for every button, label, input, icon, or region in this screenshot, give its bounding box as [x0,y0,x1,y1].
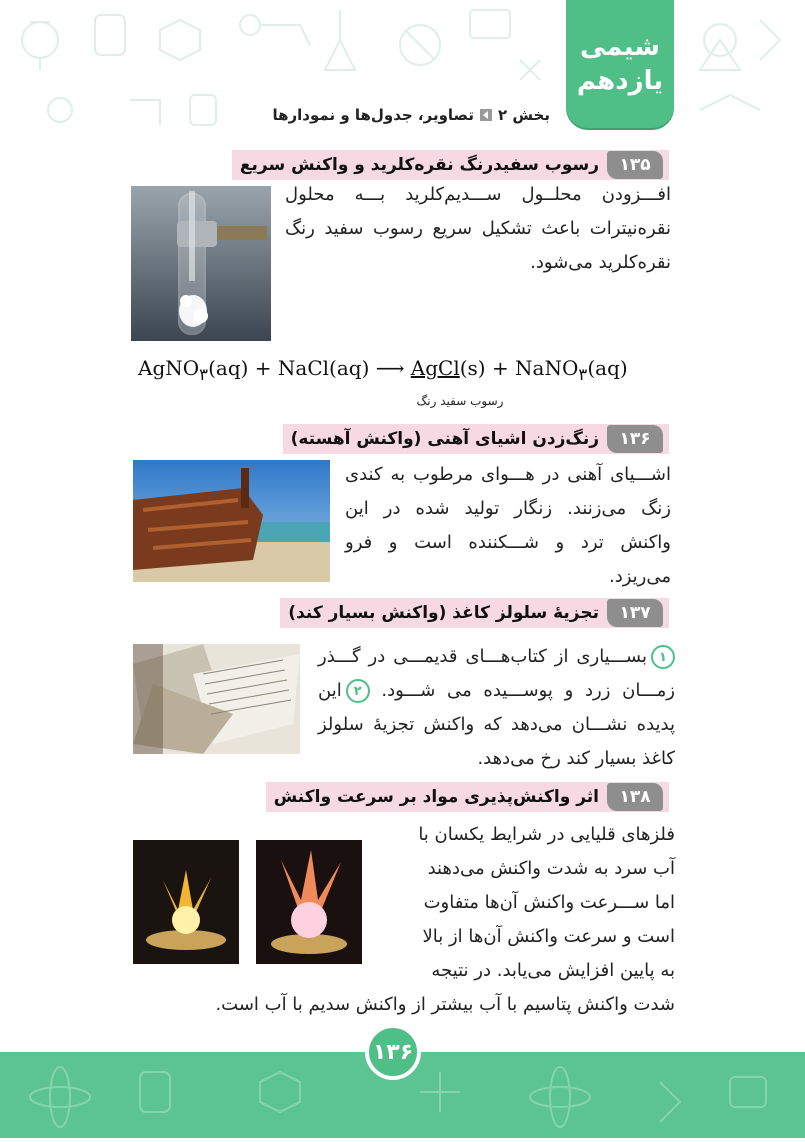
text-line-4: است و سرعت واکنش آن‌ها از بالا [422,926,675,947]
section-title: اثر واکنش‌پذیری مواد بر سرعت واکنش [273,787,599,807]
section-title: زنگ‌زدن اشیای آهنی (واکنش آهسته) [290,429,599,449]
potassium-reaction-photo [256,840,362,964]
eq-subscript: ۳ [199,365,209,384]
eq-arrow: ⟶ [375,356,405,380]
section-text-136: اشـــیای آهنی در هـــوای مرطوب به کندی زنگ می‌زنند. زنگار تولید شده در این واکنش ترد و شـــکننده است و فرو می‌ریزد. [345,464,671,587]
precipitate-note: رسوب سفید رنگ [416,394,504,408]
chapter-header [250,102,550,128]
circle-number-2-icon: ۲ [346,679,370,703]
badge-grade: یازدهم [576,66,664,96]
eq-part-2: (s) + NaNO [459,356,579,380]
old-books-photo [133,644,300,754]
chemical-equation [138,356,668,386]
text-line-5: به پایین افزایش می‌یابد. در نتیجه [431,960,675,981]
section-title: تجزیهٔ سلولز کاغذ (واکنش بسیار کند) [288,603,599,623]
section-number: ۱۳۷ [607,599,663,627]
text-line-1: فلزهای قلیایی در شرایط یکسان با [418,824,675,845]
section-text-135: افـــزودن محلــول ســـدیم‌کلرید بـــه محلول نقره‌نیترات باعث تشکیل سریع رسوب سفید رنگ نقره‌کلرید می‌شود. [285,184,671,273]
page-number: ۱۳۶ [365,1024,421,1080]
section-heading-137 [280,598,669,628]
text-line-3: اما ســـرعت واکنش آن‌ها متفاوت [423,892,675,913]
section-heading-135 [232,150,669,180]
section-text-137 [318,640,675,776]
triangle-left-icon [480,109,492,121]
chapter-section-label: بخش ۲ [497,106,550,124]
eq-precipitate: AgCl [410,356,460,380]
circle-number-1-icon: ۱ [651,645,675,669]
subject-badge [566,0,674,128]
text-line-2: آب سرد به شدت واکنش می‌دهند [427,858,675,879]
section-text-138-last: شدت واکنش پتاسیم با آب بیشتر از واکنش سدیم با آب است. [215,994,675,1015]
section-text-138 [372,818,675,988]
chapter-title: تصاویر، جدول‌ها و نمودارها [272,106,474,124]
list-item-1: بســـیاری از کتاب‌هـــای قدیمـــی در گـــذر زمـــان زرد و پوســـیده می شـــود. [318,646,675,701]
badge-subject: شیمی [580,32,660,62]
rusty-shipwreck-photo [133,460,330,582]
section-heading-136 [283,424,669,454]
section-number: ۱۳۵ [607,151,663,179]
sodium-reaction-photo [133,840,239,964]
eq-subscript-2: ۳ [578,365,588,384]
list-item-2: این پدیده نشـــان می‌دهد که واکنش تجزیهٔ سلولز کاغذ بسیار کند رخ می‌دهد. [318,680,675,769]
test-tube-precipitate-photo [131,186,271,341]
eq-reactant: AgNO [138,356,200,380]
section-number: ۱۳۸ [607,783,663,811]
eq-part: (aq) + NaCl(aq) [208,356,370,380]
eq-part-3: (aq) [587,356,628,380]
section-number: ۱۳۶ [607,425,663,453]
section-title: رسوب سفیدرنگ نقره‌کلرید و واکنش سریع [239,155,599,175]
section-heading-138 [266,782,669,812]
